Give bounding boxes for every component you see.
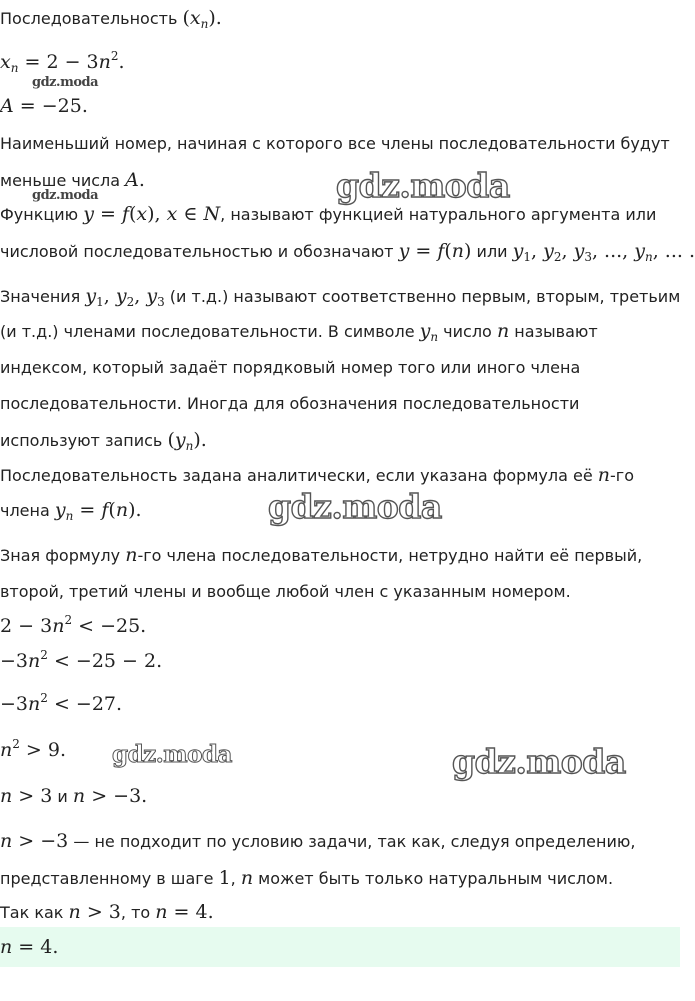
text-line-16: второй, третий члены и вообще любой член с указанным номером.: [0, 582, 571, 601]
text-line-7: числовой последовательностью и обозначают y = f(n) или $y_1$, $y_2$, $y_3$, ..., $y_n$, ... .: [0, 240, 695, 264]
text-line-14: члена $y_n = f(n)$.: [0, 499, 142, 523]
text-line-9: (и т.д.) членами последовательности. В символе $y_n$ число n называют: [0, 320, 598, 344]
text-line-1: Последовательность $(x_n)$.: [0, 7, 222, 31]
watermark-small-2: gdz.moda: [32, 188, 99, 203]
text-line-12: используют запись $(y_n)$.: [0, 429, 207, 453]
inequality-2: $-3n^2 < -25 - 2$.: [0, 648, 163, 672]
answer-box: [0, 927, 680, 967]
watermark-small-1: gdz.moda: [32, 75, 99, 90]
inequality-3: $-3n^2 < -27$.: [0, 691, 123, 715]
text-line-24: Так как n > 3, то n = 4.: [0, 901, 214, 923]
text-line-10: индексом, который задаёт порядковый номер того или иного члена: [0, 358, 581, 377]
text-line-23: представленному в шаге 1, n может быть только натуральным числом.: [0, 867, 614, 889]
text-line-15: Зная формулу n-го члена последовательности, нетрудно найти её первый,: [0, 544, 643, 566]
watermark-medium-1: gdz.moda: [112, 741, 232, 768]
inequality-5: n > 3 и n > −3.: [0, 785, 148, 807]
answer-formula: n = 4.: [0, 936, 59, 958]
text-line-5: меньше числа A.: [0, 169, 145, 191]
text-line-22: n > −3 — не подходит по условию задачи, так как, следуя определению,: [0, 830, 636, 852]
watermark-large-1: gdz.moda: [336, 166, 510, 205]
inequality-1: $2 - 3n^2 < -25$.: [0, 613, 147, 637]
text-line-6: Функцию y = f(x), x ∈ N, называют функцией натурального аргумента или: [0, 203, 657, 225]
text-line-8: Значения $y_1$, $y_2$, $y_3$ (и т.д.) называют соответственно первым, вторым, третьим: [0, 285, 681, 309]
watermark-large-3: gdz.moda: [452, 742, 626, 781]
text-line-4: Наименьший номер, начиная с которого все члены последовательности будут: [0, 134, 670, 153]
watermark-large-2: gdz.moda: [268, 487, 442, 526]
text-line-13: Последовательность задана аналитически, если указана формула её n-го: [0, 464, 634, 486]
formula-x-n: $x_n = 2 - 3n^2$.: [0, 49, 125, 75]
formula-a-value: A = −25.: [0, 95, 88, 117]
text-line-11: последовательности. Иногда для обозначения последовательности: [0, 394, 580, 413]
inequality-4: $n^2 > 9$.: [0, 737, 67, 761]
